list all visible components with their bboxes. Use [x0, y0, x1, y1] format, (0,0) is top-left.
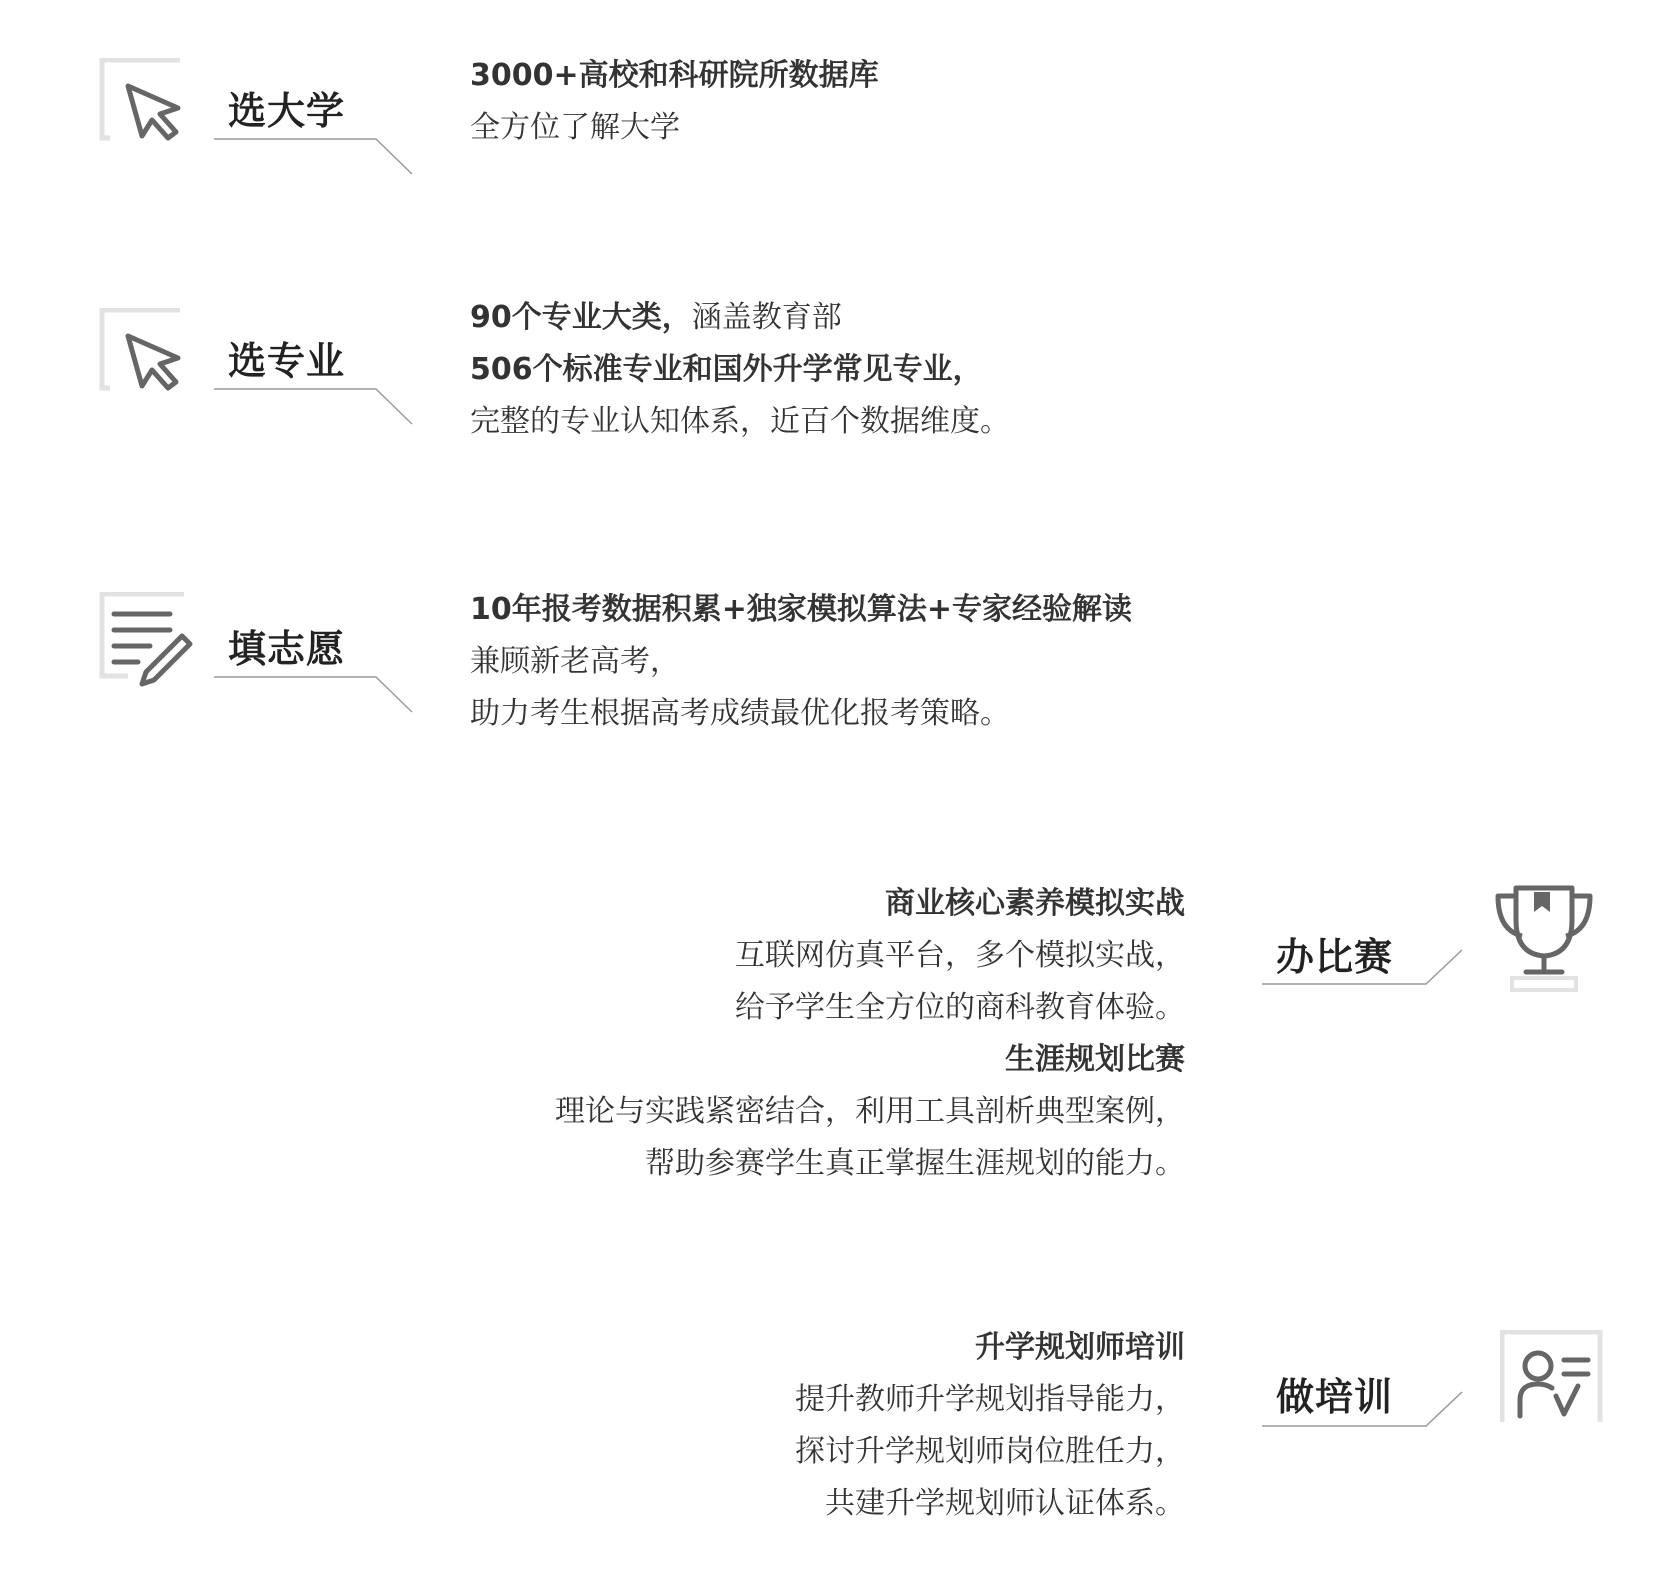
description-line — [470, 292, 1010, 344]
description-text: 涵盖教育部 — [691, 300, 842, 335]
feature-description — [470, 292, 1010, 448]
description-line: 506个标准专业和国外升学常见专业， — [470, 352, 983, 387]
description-line: 探讨升学规划师岗位胜任力， — [795, 1434, 1185, 1469]
description-line: 共建升学规划师认证体系。 — [825, 1486, 1185, 1521]
description-line: 助力考生根据高考成绩最优化报考策略。 — [470, 696, 1010, 731]
feature-label: 选大学 — [228, 89, 346, 133]
description-line: 10年报考数据积累+独家模拟算法+专家经验解读 — [470, 592, 1133, 627]
label-underline — [1262, 948, 1462, 988]
label-underline — [1262, 1390, 1462, 1430]
label-underline — [214, 388, 414, 428]
description-line: 商业核心素养模拟实战 — [885, 886, 1185, 921]
feature-description — [470, 584, 1132, 740]
document-pencil-icon — [98, 592, 194, 688]
description-line: 兼顾新老高考， — [470, 644, 680, 679]
description-line: 提升教师升学规划指导能力， — [795, 1382, 1185, 1417]
description-line: 全方位了解大学 — [470, 110, 680, 145]
label-underline — [214, 138, 414, 178]
description-line: 理论与实践紧密结合，利用工具剖析典型案例， — [555, 1094, 1185, 1129]
feature-description — [470, 50, 879, 154]
description-line: 帮助参赛学生真正掌握生涯规划的能力。 — [645, 1146, 1185, 1181]
description-line: 生涯规划比赛 — [1005, 1042, 1185, 1077]
feature-description — [555, 878, 1185, 1190]
feature-label: 办比赛 — [1276, 935, 1394, 979]
trophy-icon — [1494, 884, 1594, 994]
cursor-icon — [98, 308, 194, 392]
description-line: 升学规划师培训 — [975, 1330, 1185, 1365]
feature-label: 选专业 — [228, 339, 346, 383]
feature-label: 填志愿 — [228, 627, 346, 671]
cursor-icon — [98, 58, 194, 142]
description-line: 互联网仿真平台，多个模拟实战， — [735, 938, 1185, 973]
feature-description — [795, 1322, 1185, 1530]
description-line: 给予学生全方位的商科教育体验。 — [735, 990, 1185, 1025]
description-text-bold: 90个专业大类， — [470, 300, 692, 335]
feature-label: 做培训 — [1276, 1375, 1394, 1419]
description-line: 完整的专业认知体系，近百个数据维度。 — [470, 404, 1010, 439]
description-line: 3000+高校和科研院所数据库 — [470, 58, 879, 93]
teacher-profile-icon — [1500, 1330, 1604, 1432]
label-underline — [214, 676, 414, 716]
